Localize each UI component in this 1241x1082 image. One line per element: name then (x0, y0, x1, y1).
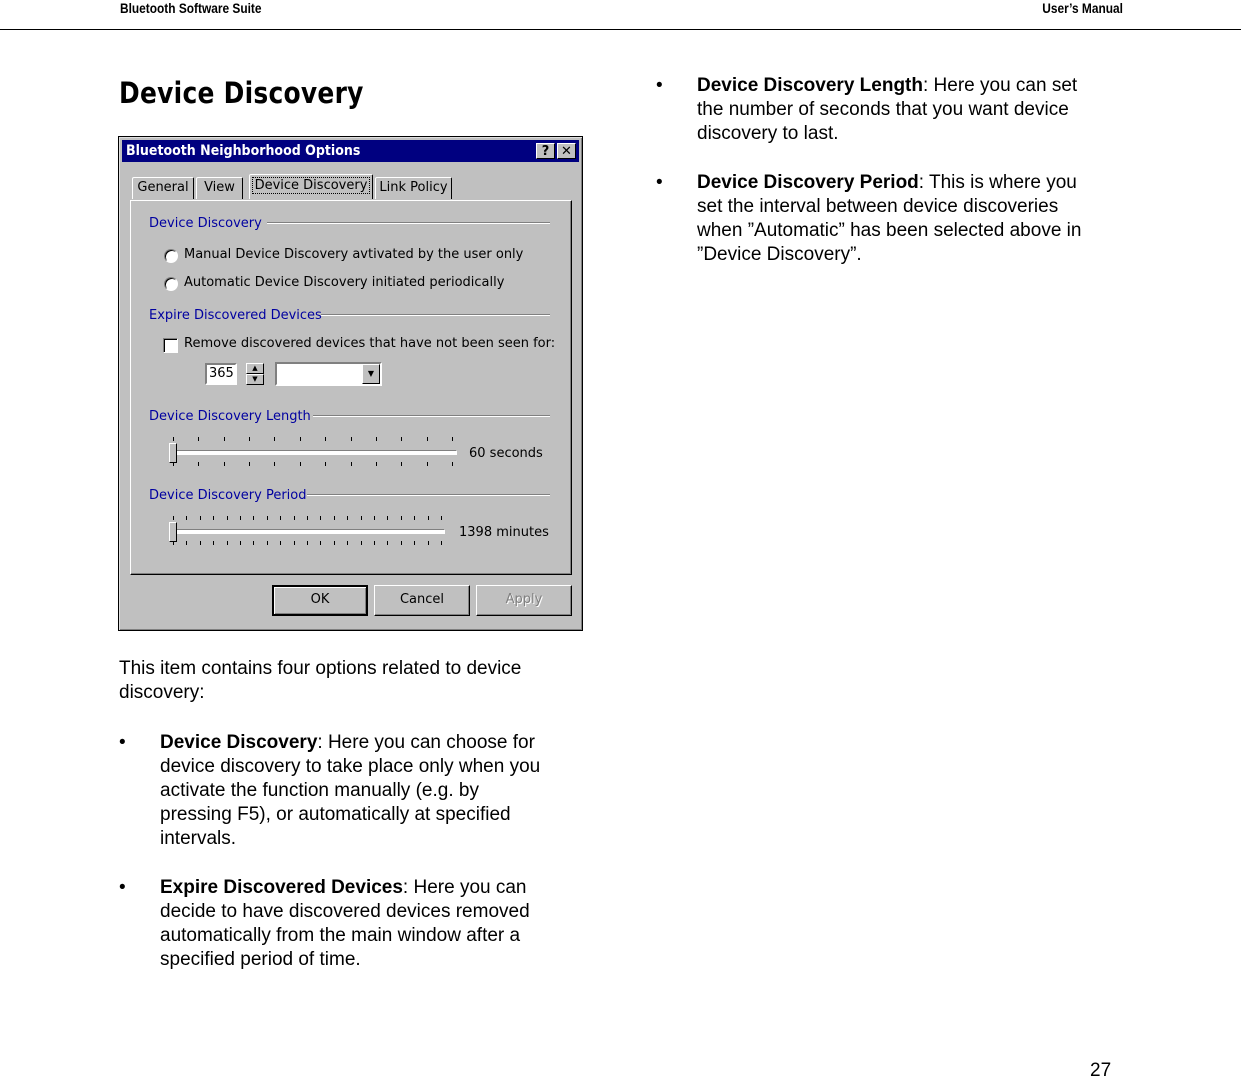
slider-tick (227, 541, 228, 545)
slider-tick (224, 462, 225, 466)
slider-tick (173, 516, 174, 520)
expire-spin-buttons[interactable] (246, 363, 264, 385)
slider-tick (401, 437, 402, 441)
bullet-text (697, 74, 1137, 146)
slider-tick (428, 541, 429, 545)
slider-tick (414, 541, 415, 545)
bullet-line: decide to have discovered devices removed (160, 901, 530, 922)
tab-view[interactable]: View (196, 177, 243, 199)
options-dialog (118, 136, 583, 631)
slider-tick (427, 437, 428, 441)
period-slider-track[interactable] (169, 529, 445, 534)
group-divider (321, 314, 550, 316)
slider-tick (376, 462, 377, 466)
slider-tick (387, 541, 388, 545)
radio-automatic-discovery[interactable] (164, 277, 178, 291)
slider-tick (198, 437, 199, 441)
group-expire-label: Expire Discovered Devices (149, 308, 322, 323)
bullet-line: pressing F5), or automatically at specified (160, 804, 511, 825)
slider-tick (274, 462, 275, 466)
slider-tick (173, 462, 174, 466)
slider-tick (320, 516, 321, 520)
dialog-title: Bluetooth Neighborhood Options (126, 143, 361, 159)
radio-manual-label: Manual Device Discovery avtivated by the user only (184, 247, 524, 262)
tab-device-discovery[interactable] (249, 174, 373, 199)
length-slider-track[interactable] (169, 450, 457, 455)
group-divider (313, 415, 550, 417)
slider-tick (452, 437, 453, 441)
slider-tick (240, 541, 241, 545)
slider-tick (325, 437, 326, 441)
slider-tick (198, 462, 199, 466)
chevron-down-icon[interactable]: ▼ (362, 364, 380, 384)
slider-tick (452, 462, 453, 466)
bullet-line: when ”Automatic” has been selected above in (697, 220, 1082, 241)
intro-paragraph: This item contains four options related to device discovery: (119, 658, 522, 703)
slider-tick (427, 462, 428, 466)
close-button[interactable] (557, 143, 576, 159)
length-slider-thumb[interactable] (169, 443, 177, 463)
slider-tick (294, 541, 295, 545)
tab-device-discovery-label: Device Discovery (252, 177, 371, 194)
slider-tick (334, 516, 335, 520)
radio-automatic-label: Automatic Device Discovery initiated periodically (184, 275, 505, 290)
bullet-term: Device Discovery (160, 732, 318, 753)
slider-tick (351, 437, 352, 441)
group-device-discovery-label: Device Discovery (149, 216, 262, 231)
slider-tick (307, 541, 308, 545)
group-divider (307, 494, 550, 496)
spin-up-icon[interactable]: ▲ (246, 363, 264, 374)
slider-tick (320, 541, 321, 545)
slider-tick (414, 516, 415, 520)
slider-tick (361, 541, 362, 545)
ok-button[interactable]: OK (272, 585, 368, 616)
help-button[interactable]: ? (536, 143, 555, 159)
slider-tick (347, 516, 348, 520)
page-number: 27 (1090, 1060, 1112, 1081)
section-title: Device Discovery (119, 76, 364, 110)
running-header-left: Bluetooth Software Suite (120, 0, 262, 16)
period-value: 1398 minutes (459, 525, 549, 540)
slider-tick (334, 541, 335, 545)
slider-tick (307, 516, 308, 520)
group-period-label: Device Discovery Period (149, 488, 307, 503)
slider-tick (173, 541, 174, 545)
slider-tick (186, 516, 187, 520)
slider-tick (274, 437, 275, 441)
slider-tick (280, 541, 281, 545)
tab-link-policy[interactable]: Link Policy (375, 177, 452, 199)
slider-tick (173, 437, 174, 441)
bullet-term: Device Discovery Period (697, 172, 919, 193)
bullet-line: discovery to last. (697, 123, 839, 144)
close-icon: ✕ (561, 144, 572, 159)
bullet-icon: • (119, 732, 126, 753)
bullet-line: ”Device Discovery”. (697, 244, 862, 265)
slider-tick (374, 541, 375, 545)
bullet-line: : Here you can choose for (317, 732, 535, 753)
radio-manual-discovery[interactable] (164, 249, 178, 263)
bullet-line: the number of seconds that you want device (697, 99, 1069, 120)
bullet-text (160, 876, 600, 972)
tab-general[interactable]: General (132, 177, 194, 199)
slider-tick (253, 516, 254, 520)
slider-tick (300, 462, 301, 466)
bullet-line: : This is where you (918, 172, 1077, 193)
slider-tick (186, 541, 187, 545)
slider-tick (280, 516, 281, 520)
slider-tick (376, 437, 377, 441)
slider-tick (387, 516, 388, 520)
apply-button[interactable]: Apply (476, 585, 572, 616)
slider-tick (401, 462, 402, 466)
slider-tick (374, 516, 375, 520)
slider-tick (267, 541, 268, 545)
slider-tick (213, 516, 214, 520)
running-header-right: User’s Manual (1042, 0, 1123, 16)
slider-tick (441, 541, 442, 545)
slider-tick (213, 541, 214, 545)
slider-tick (401, 541, 402, 545)
length-value: 60 seconds (469, 446, 543, 461)
slider-tick (200, 541, 201, 545)
slider-tick (294, 516, 295, 520)
group-length-label: Device Discovery Length (149, 409, 311, 424)
bullet-text (160, 731, 600, 851)
remove-devices-label: Remove discovered devices that have not been seen for: (184, 336, 556, 351)
expire-spin-input[interactable]: 365 (205, 363, 237, 385)
bullet-term: Device Discovery Length (697, 75, 923, 96)
bullet-term: Expire Discovered Devices (160, 877, 403, 898)
bullet-icon: • (656, 75, 663, 96)
expire-unit-select[interactable] (275, 362, 382, 386)
bullet-line: : Here you can set (922, 75, 1078, 96)
slider-tick (253, 541, 254, 545)
bullet-line: device discovery to take place only when you (160, 756, 541, 777)
bullet-icon: • (119, 877, 126, 898)
bullet-line: intervals. (160, 828, 237, 849)
slider-tick (351, 462, 352, 466)
bullet-icon: • (656, 172, 663, 193)
slider-tick (249, 462, 250, 466)
slider-tick (249, 437, 250, 441)
group-divider (267, 222, 550, 224)
slider-tick (300, 437, 301, 441)
dialog-titlebar (122, 140, 579, 162)
remove-devices-checkbox[interactable] (163, 338, 178, 353)
bullet-line: : Here you can (402, 877, 527, 898)
slider-tick (361, 516, 362, 520)
slider-tick (227, 516, 228, 520)
slider-tick (224, 437, 225, 441)
bullet-line: activate the function manually (e.g. by (160, 780, 479, 801)
bullet-line: automatically from the main window after a (160, 925, 521, 946)
slider-tick (325, 462, 326, 466)
slider-tick (267, 516, 268, 520)
slider-tick (200, 516, 201, 520)
slider-tick (347, 541, 348, 545)
bullet-line: set the interval between device discoveries (697, 196, 1059, 217)
spin-down-icon[interactable]: ▼ (246, 374, 264, 385)
slider-tick (240, 516, 241, 520)
slider-tick (401, 516, 402, 520)
bullet-line: specified period of time. (160, 949, 361, 970)
header-rule (0, 29, 1241, 30)
slider-tick (441, 516, 442, 520)
bullet-text (697, 171, 1137, 267)
cancel-button[interactable]: Cancel (374, 585, 470, 616)
slider-tick (428, 516, 429, 520)
period-slider-thumb[interactable] (169, 522, 177, 542)
